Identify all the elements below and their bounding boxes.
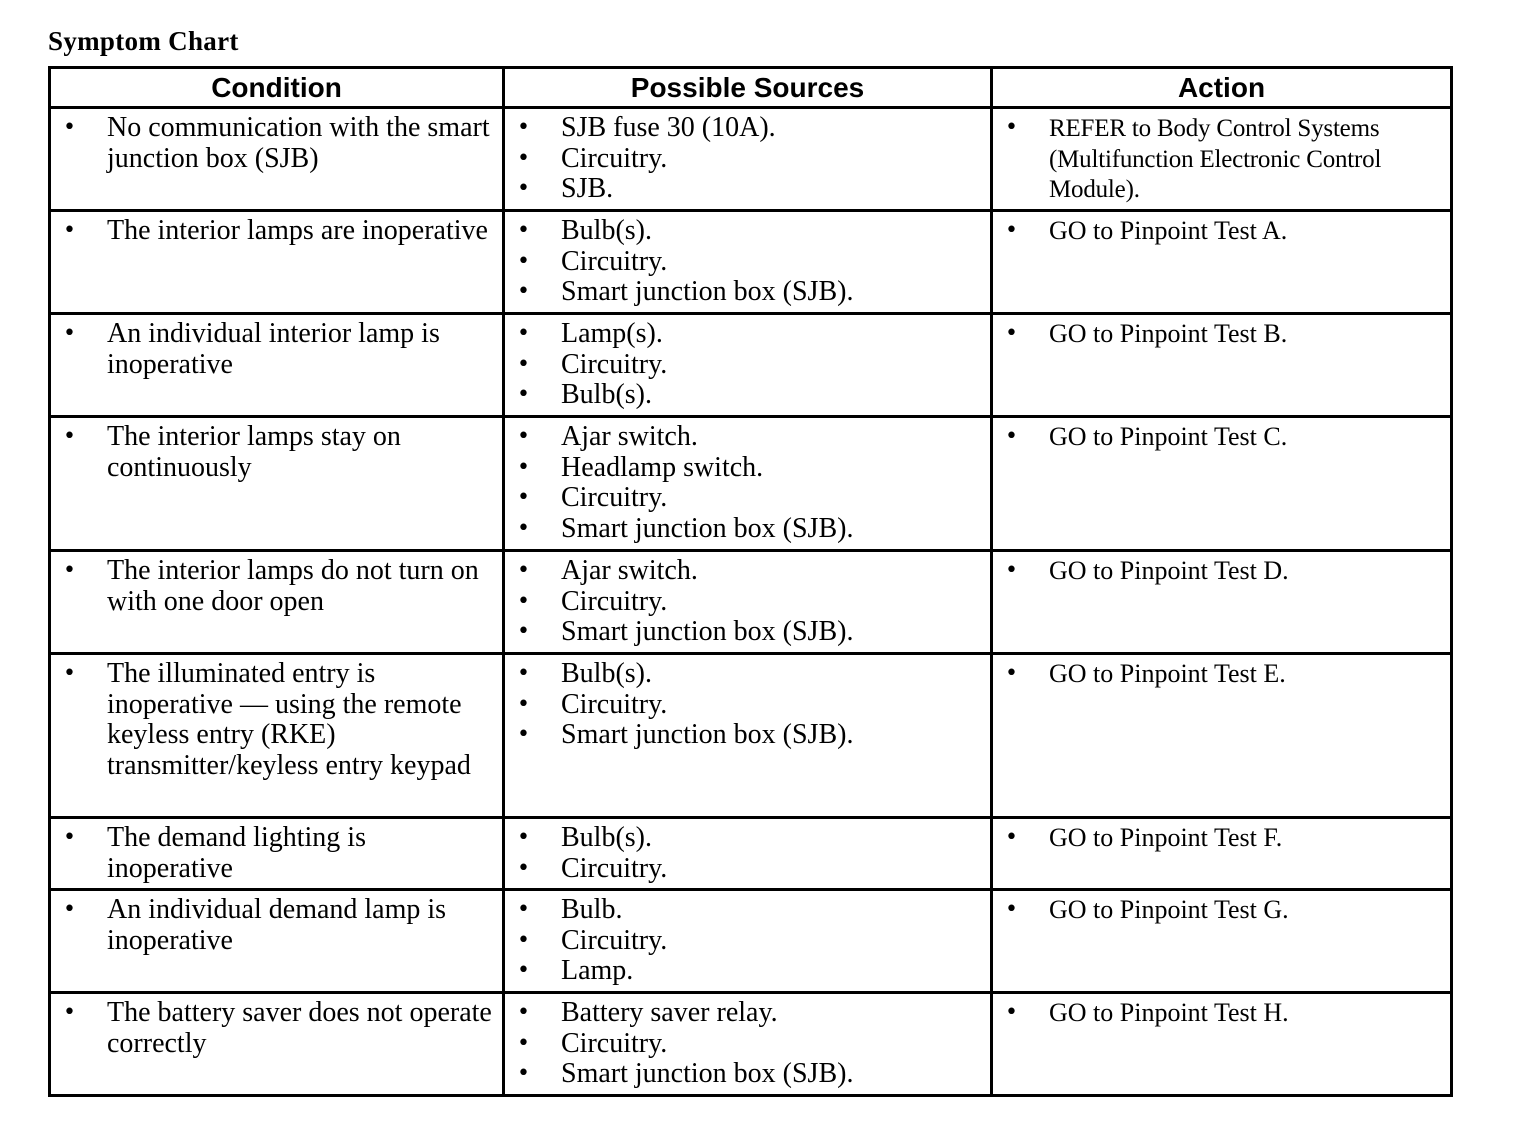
bullet-icon: • [517,825,530,850]
source-text: Bulb(s). [561,658,652,689]
source-list-item [505,556,990,587]
condition-cell [50,993,504,1096]
sources-cell [504,211,992,314]
action-cell [992,890,1452,993]
action-list [993,823,1450,854]
source-list-item [505,895,990,926]
condition-list-item [51,319,502,380]
condition-text: An individual demand lamp is inoperative [107,894,447,956]
bullet-icon: • [63,1000,76,1025]
action-text: GO to Pinpoint Test B. [1049,319,1288,348]
source-text: Headlamp switch. [561,451,764,483]
action-list-item [993,216,1450,247]
source-text: Lamp. [561,955,634,987]
condition-list-item [51,422,502,483]
bullet-icon: • [517,558,530,583]
source-text: Circuitry. [561,688,668,720]
source-list-item [505,514,990,545]
action-list [993,113,1450,205]
action-list-item [993,113,1450,205]
table-row [50,890,1452,993]
bullet-icon: • [517,115,530,140]
condition-list [51,998,502,1059]
table-row [50,108,1452,211]
bullet-icon: • [517,145,530,171]
source-list-item [505,247,990,278]
source-list-item [505,277,990,308]
bullet-icon: • [517,515,530,541]
sources-cell [504,314,992,417]
condition-list [51,823,502,884]
table-row [50,551,1452,654]
bullet-icon: • [517,176,530,202]
action-text: REFER to Body Control Systems (Multifunction Electronic Control Module). [1049,115,1382,204]
condition-list [51,895,502,956]
source-list-item [505,380,990,411]
condition-text: An individual interior lamp is inoperative [107,318,440,380]
condition-list-item [51,659,502,781]
bullet-icon: • [517,1030,530,1056]
source-list-item [505,453,990,484]
source-text: Circuitry. [561,924,668,956]
condition-list-item [51,113,502,174]
condition-list [51,113,502,174]
source-list [505,895,990,987]
bullet-icon: • [1005,424,1018,449]
action-text: GO to Pinpoint Test A. [1049,216,1288,245]
condition-cell [50,551,504,654]
source-list-item [505,113,990,144]
condition-list-item [51,556,502,617]
source-text: Circuitry. [561,852,668,884]
action-list [993,998,1450,1029]
action-list-item [993,895,1450,926]
source-text: SJB. [561,173,614,205]
bullet-icon: • [517,424,530,449]
column-header-condition: Condition [50,68,504,108]
condition-cell [50,417,504,551]
action-text: GO to Pinpoint Test E. [1049,659,1286,688]
source-text: Circuitry. [561,1027,668,1059]
source-list-item [505,422,990,453]
action-list [993,895,1450,926]
table-row [50,818,1452,890]
bullet-icon: • [517,619,530,645]
action-list-item [993,659,1450,690]
symptom-table [48,66,1453,1097]
bullet-icon: • [1005,218,1018,243]
action-list [993,659,1450,690]
bullet-icon: • [517,248,530,274]
source-text: Battery saver relay. [561,997,778,1028]
action-list-item [993,998,1450,1029]
bullet-icon: • [63,825,76,850]
table-header-row [50,68,1452,108]
bullet-icon: • [517,855,530,881]
source-list-item [505,854,990,885]
condition-text: The battery saver does not operate correctly [107,997,492,1059]
bullet-icon: • [63,321,76,346]
action-list-item [993,422,1450,453]
source-list-item [505,659,990,690]
condition-text: The demand lighting is inoperative [107,822,366,884]
action-text: GO to Pinpoint Test H. [1049,998,1289,1027]
source-text: Smart junction box (SJB). [561,512,854,544]
source-list-item [505,823,990,854]
source-list [505,216,990,308]
table-row [50,314,1452,417]
source-text: Circuitry. [561,585,668,617]
source-list [505,113,990,205]
source-list-item [505,174,990,205]
source-list-item [505,720,990,751]
bullet-icon: • [517,927,530,953]
condition-cell [50,890,504,993]
bullet-icon: • [517,1061,530,1087]
bullet-icon: • [63,558,76,583]
source-text: Circuitry. [561,348,668,380]
bullet-icon: • [1005,115,1018,140]
action-text: GO to Pinpoint Test G. [1049,895,1289,924]
condition-cell [50,211,504,314]
bullet-icon: • [517,661,530,686]
source-text: Ajar switch. [561,421,698,452]
sources-cell [504,818,992,890]
bullet-icon: • [517,588,530,614]
action-cell [992,993,1452,1096]
bullet-icon: • [517,1000,530,1025]
page-title: Symptom Chart [48,26,239,56]
condition-list-item [51,216,502,247]
bullet-icon: • [517,485,530,511]
action-cell [992,314,1452,417]
action-text: GO to Pinpoint Test F. [1049,823,1283,852]
source-list-item [505,690,990,721]
condition-list [51,319,502,380]
source-text: Circuitry. [561,142,668,174]
source-list [505,823,990,884]
bullet-icon: • [1005,1000,1018,1025]
bullet-icon: • [517,897,530,922]
source-text: Ajar switch. [561,555,698,586]
source-text: Circuitry. [561,482,668,514]
action-cell [992,551,1452,654]
source-list-item [505,926,990,957]
source-list [505,659,990,751]
action-cell [992,211,1452,314]
condition-text: No communication with the smart junction box (SJB) [107,112,490,174]
source-text: Bulb(s). [561,215,652,246]
source-list-item [505,617,990,648]
condition-list-item [51,823,502,884]
condition-list [51,422,502,483]
table-row [50,417,1452,551]
condition-list [51,216,502,247]
action-list [993,216,1450,247]
action-text: GO to Pinpoint Test D. [1049,556,1289,585]
sources-cell [504,417,992,551]
condition-text: The interior lamps are inoperative [107,215,488,246]
source-text: Smart junction box (SJB). [561,276,854,308]
bullet-icon: • [63,897,76,922]
sources-cell [504,108,992,211]
condition-cell [50,108,504,211]
source-text: Bulb. [561,894,623,925]
source-list [505,998,990,1090]
source-list-item [505,144,990,175]
action-list [993,422,1450,453]
source-list-item [505,587,990,618]
bullet-icon: • [63,115,76,140]
table-row [50,654,1452,818]
condition-cell [50,654,504,818]
bullet-icon: • [517,722,530,748]
action-text: GO to Pinpoint Test C. [1049,422,1288,451]
sources-cell [504,890,992,993]
source-text: Circuitry. [561,245,668,277]
source-list-item [505,1029,990,1060]
condition-list-item [51,895,502,956]
bullet-icon: • [1005,897,1018,922]
column-header-action: Action [992,68,1452,108]
source-list-item [505,1059,990,1090]
source-list-item [505,956,990,987]
action-list [993,319,1450,350]
column-header-possible-sources: Possible Sources [504,68,992,108]
source-list-item [505,998,990,1029]
condition-cell [50,314,504,417]
table-body [50,108,1452,1096]
source-list-item [505,319,990,350]
source-list-item [505,483,990,514]
condition-text: The interior lamps stay on continuously [107,421,401,483]
source-list [505,556,990,648]
action-cell [992,417,1452,551]
bullet-icon: • [517,351,530,377]
bullet-icon: • [517,382,530,408]
source-text: Bulb(s). [561,822,652,853]
action-cell [992,818,1452,890]
action-list [993,556,1450,587]
condition-text: The interior lamps do not turn on with one door open [107,555,479,617]
sources-cell [504,551,992,654]
action-list-item [993,319,1450,350]
table-row [50,993,1452,1096]
condition-cell [50,818,504,890]
condition-list-item [51,998,502,1059]
source-text: Bulb(s). [561,379,652,411]
bullet-icon: • [517,218,530,243]
bullet-icon: • [517,279,530,305]
table-row [50,211,1452,314]
sources-cell [504,654,992,818]
bullet-icon: • [1005,558,1018,583]
source-text: Smart junction box (SJB). [561,719,854,751]
sources-cell [504,993,992,1096]
source-text: SJB fuse 30 (10A). [561,112,776,143]
source-list [505,319,990,411]
bullet-icon: • [63,424,76,449]
bullet-icon: • [1005,825,1018,850]
source-list-item [505,350,990,381]
action-list-item [993,556,1450,587]
bullet-icon: • [517,321,530,346]
action-cell [992,654,1452,818]
source-text: Lamp(s). [561,318,663,349]
bullet-icon: • [1005,321,1018,346]
condition-list [51,659,502,781]
condition-list [51,556,502,617]
source-list [505,422,990,544]
condition-text: The illuminated entry is inoperative — using the remote keyless entry (RKE) transmitter/keyless entry keypad [107,658,471,781]
bullet-icon: • [517,454,530,480]
source-text: Smart junction box (SJB). [561,616,854,648]
bullet-icon: • [63,218,76,243]
action-list-item [993,823,1450,854]
action-cell [992,108,1452,211]
bullet-icon: • [1005,661,1018,686]
bullet-icon: • [517,691,530,717]
source-text: Smart junction box (SJB). [561,1058,854,1090]
source-list-item [505,216,990,247]
bullet-icon: • [63,661,76,686]
bullet-icon: • [517,958,530,984]
